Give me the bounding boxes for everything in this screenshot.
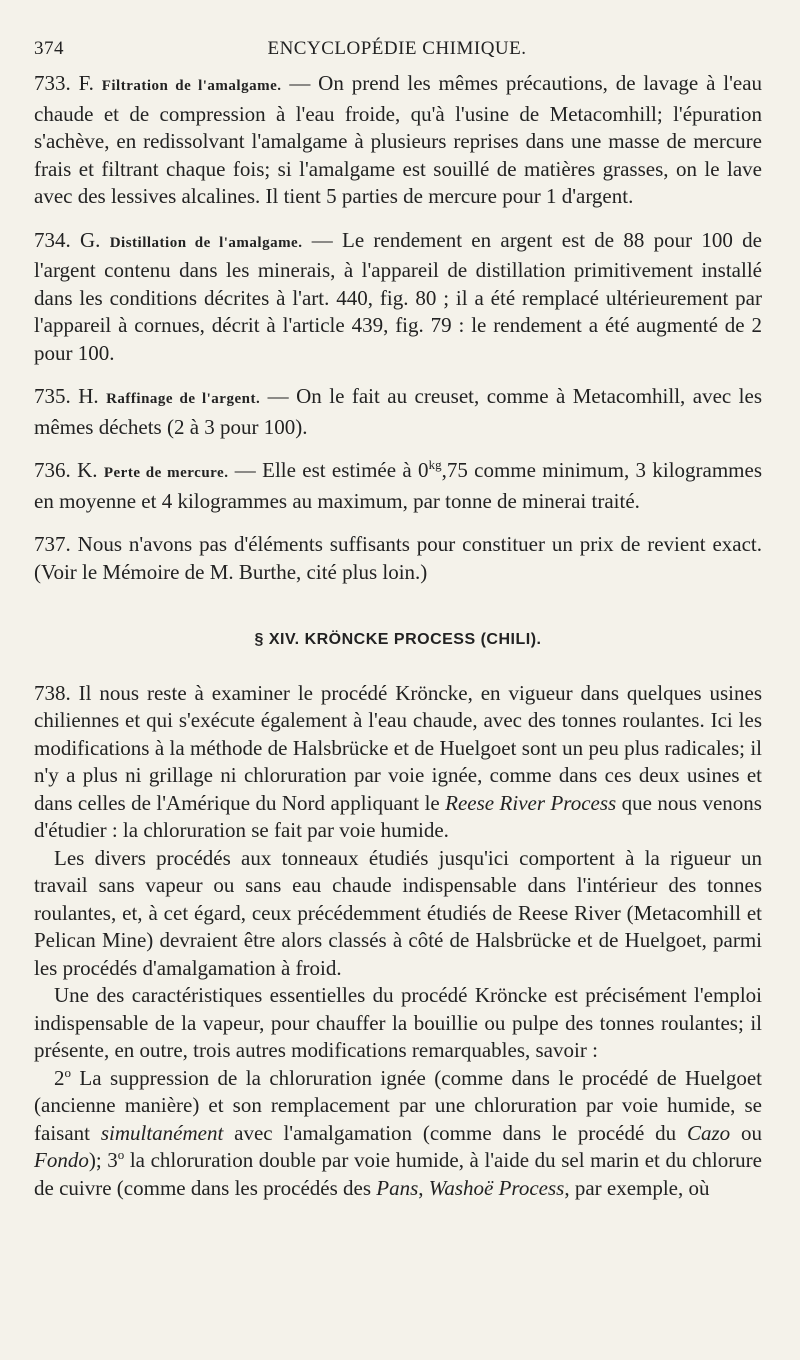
paragraph-text: , par exemple, où bbox=[564, 1175, 710, 1200]
paragraph-text: — Le rendement en argent est de 88 pour 100 de l'argent contenu dans les minerais, à l'appareil de distillation primitivement installé dans les conditions décrites à l'art. 440, fig. 80 ; il a été remplacé ultérieurement par l'appareil à cornues, décrit à l'article 439, fig. 79 : le rendement a été augmenté de 2 pour 100. bbox=[34, 227, 762, 365]
article-subtitle: Raffinage de l'argent. bbox=[106, 391, 261, 407]
page-number: 374 bbox=[34, 38, 64, 59]
article-number: 733. F. bbox=[34, 71, 94, 95]
running-title: ENCYCLOPÉDIE CHIMIQUE. bbox=[267, 38, 527, 59]
paragraph-text: avec l'amalgamation (comme dans le procédé du bbox=[223, 1120, 687, 1145]
degree-sign: o bbox=[117, 1147, 125, 1162]
italic-term: simultanément bbox=[100, 1120, 224, 1145]
article-number: 734. G. bbox=[34, 227, 101, 252]
italic-term: Washoë Process bbox=[428, 1175, 565, 1200]
article-subtitle: Perte de mercure. bbox=[103, 465, 229, 481]
paragraph-734 bbox=[34, 227, 762, 368]
paragraph-733 bbox=[34, 70, 762, 211]
article-number: 735. H. bbox=[34, 384, 99, 408]
italic-term: Reese River Process bbox=[445, 790, 617, 815]
paragraph-text: La suppression de la chloruration ignée (comme dans le procédé de Huelgoet (ancienne manière) et son remplacement par une chloruration par voie humide, se faisant bbox=[34, 1065, 762, 1145]
paragraph-text: ); 3 bbox=[88, 1148, 118, 1172]
article-subtitle: Filtration de l'amalgame. bbox=[101, 78, 282, 94]
paragraph-text: la chloruration double par voie humide, à l'aide du sel marin et du chlorure de cuivre (comme dans les procédés des bbox=[34, 1148, 762, 1200]
italic-term: Pans bbox=[376, 1175, 419, 1200]
article-subtitle: Distillation de l'amalgame. bbox=[109, 234, 303, 251]
degree-sign: o bbox=[64, 1064, 71, 1080]
paragraph-737: 737. Nous n'avons pas d'éléments suffisants pour constituer un prix de revient exact. (Voir le Mémoire de M. Burthe, cité plus loin.) bbox=[34, 532, 762, 584]
article-number: 736. K. bbox=[34, 458, 98, 482]
section-heading: § XIV. KRÖNCKE PROCESS (CHILI). bbox=[254, 631, 542, 648]
paragraph-text: — On le fait au creuset, comme à Metacomhill, avec les mêmes déchets (2 à 3 pour 100). bbox=[34, 384, 762, 439]
paragraph-text: 738. Il nous reste à examiner le procédé Kröncke, en vigueur dans quelques usines chiliennes et qui s'exécute également à l'eau chaude, avec des tonnes roulantes. Ici les modifications à la méthode de Halsbrücke et de Huelgoet sont un peu plus radicales; il n'y a plus ni grillage ni chloruration par voie ignée, comme dans ces deux usines et dans celles de l'Amérique du Nord appliquant le bbox=[34, 680, 762, 815]
paragraph-738 bbox=[34, 680, 762, 845]
unit-superscript: kg bbox=[428, 457, 442, 472]
italic-term: Fondo bbox=[34, 1148, 89, 1172]
paragraph-text: ou bbox=[730, 1120, 762, 1145]
paragraph-modifications bbox=[34, 1065, 762, 1203]
paragraph-735 bbox=[34, 383, 762, 441]
paragraph-text: ,75 comme minimum, 3 kilogrammes en moyenne et 4 kilogrammes au maximum, par tonne de minerai traité. bbox=[34, 458, 763, 513]
running-header bbox=[34, 38, 760, 60]
italic-term: Cazo bbox=[686, 1120, 731, 1145]
item-number: 2 bbox=[54, 1065, 65, 1090]
paragraph-une: Une des caractéristiques essentielles du procédé Kröncke est précisément l'emploi indispensable de la vapeur, pour chauffer la bouillie ou pulpe des tonnes roulantes; il présente, en outre, trois autres modifications remarquables, savoir : bbox=[34, 983, 762, 1062]
paragraph-divers: Les divers procédés aux tonneaux étudiés jusqu'ici comportent à la rigueur un travail sans vapeur ou sans eau chaude indispensable dans l'intérieur des tonnes roulantes, et, à cet égard, ceux précédemment étudiés de Reese River (Metacomhill et Pelican Mine) devraient être alors classés à côté de Halsbrücke et de Huelgoet, parmi les procédés d'amalgamation à froid. bbox=[34, 845, 762, 980]
paragraph-736 bbox=[34, 457, 762, 515]
paragraph-text: — Elle est estimée à 0 bbox=[228, 458, 429, 482]
paragraph-text: — On prend les mêmes précautions, de lavage à l'eau chaude et de compression à l'eau froide, qu'à l'usine de Metacomhill; l'épuration s'achève, en redissolvant l'amalgame à plusieurs reprises dans une masse de mercure frais et filtrant chaque fois; si l'amalgame est souillé de matières grasses, on le lave avec des lessives alcalines. Il tient 5 parties de mercure pour 1 d'argent. bbox=[34, 71, 763, 208]
paragraph-text: que nous venons d'étudier : la chloruration se fait par voie humide. bbox=[34, 790, 762, 842]
page-body bbox=[34, 70, 762, 1202]
paragraph-text: , bbox=[418, 1175, 429, 1200]
